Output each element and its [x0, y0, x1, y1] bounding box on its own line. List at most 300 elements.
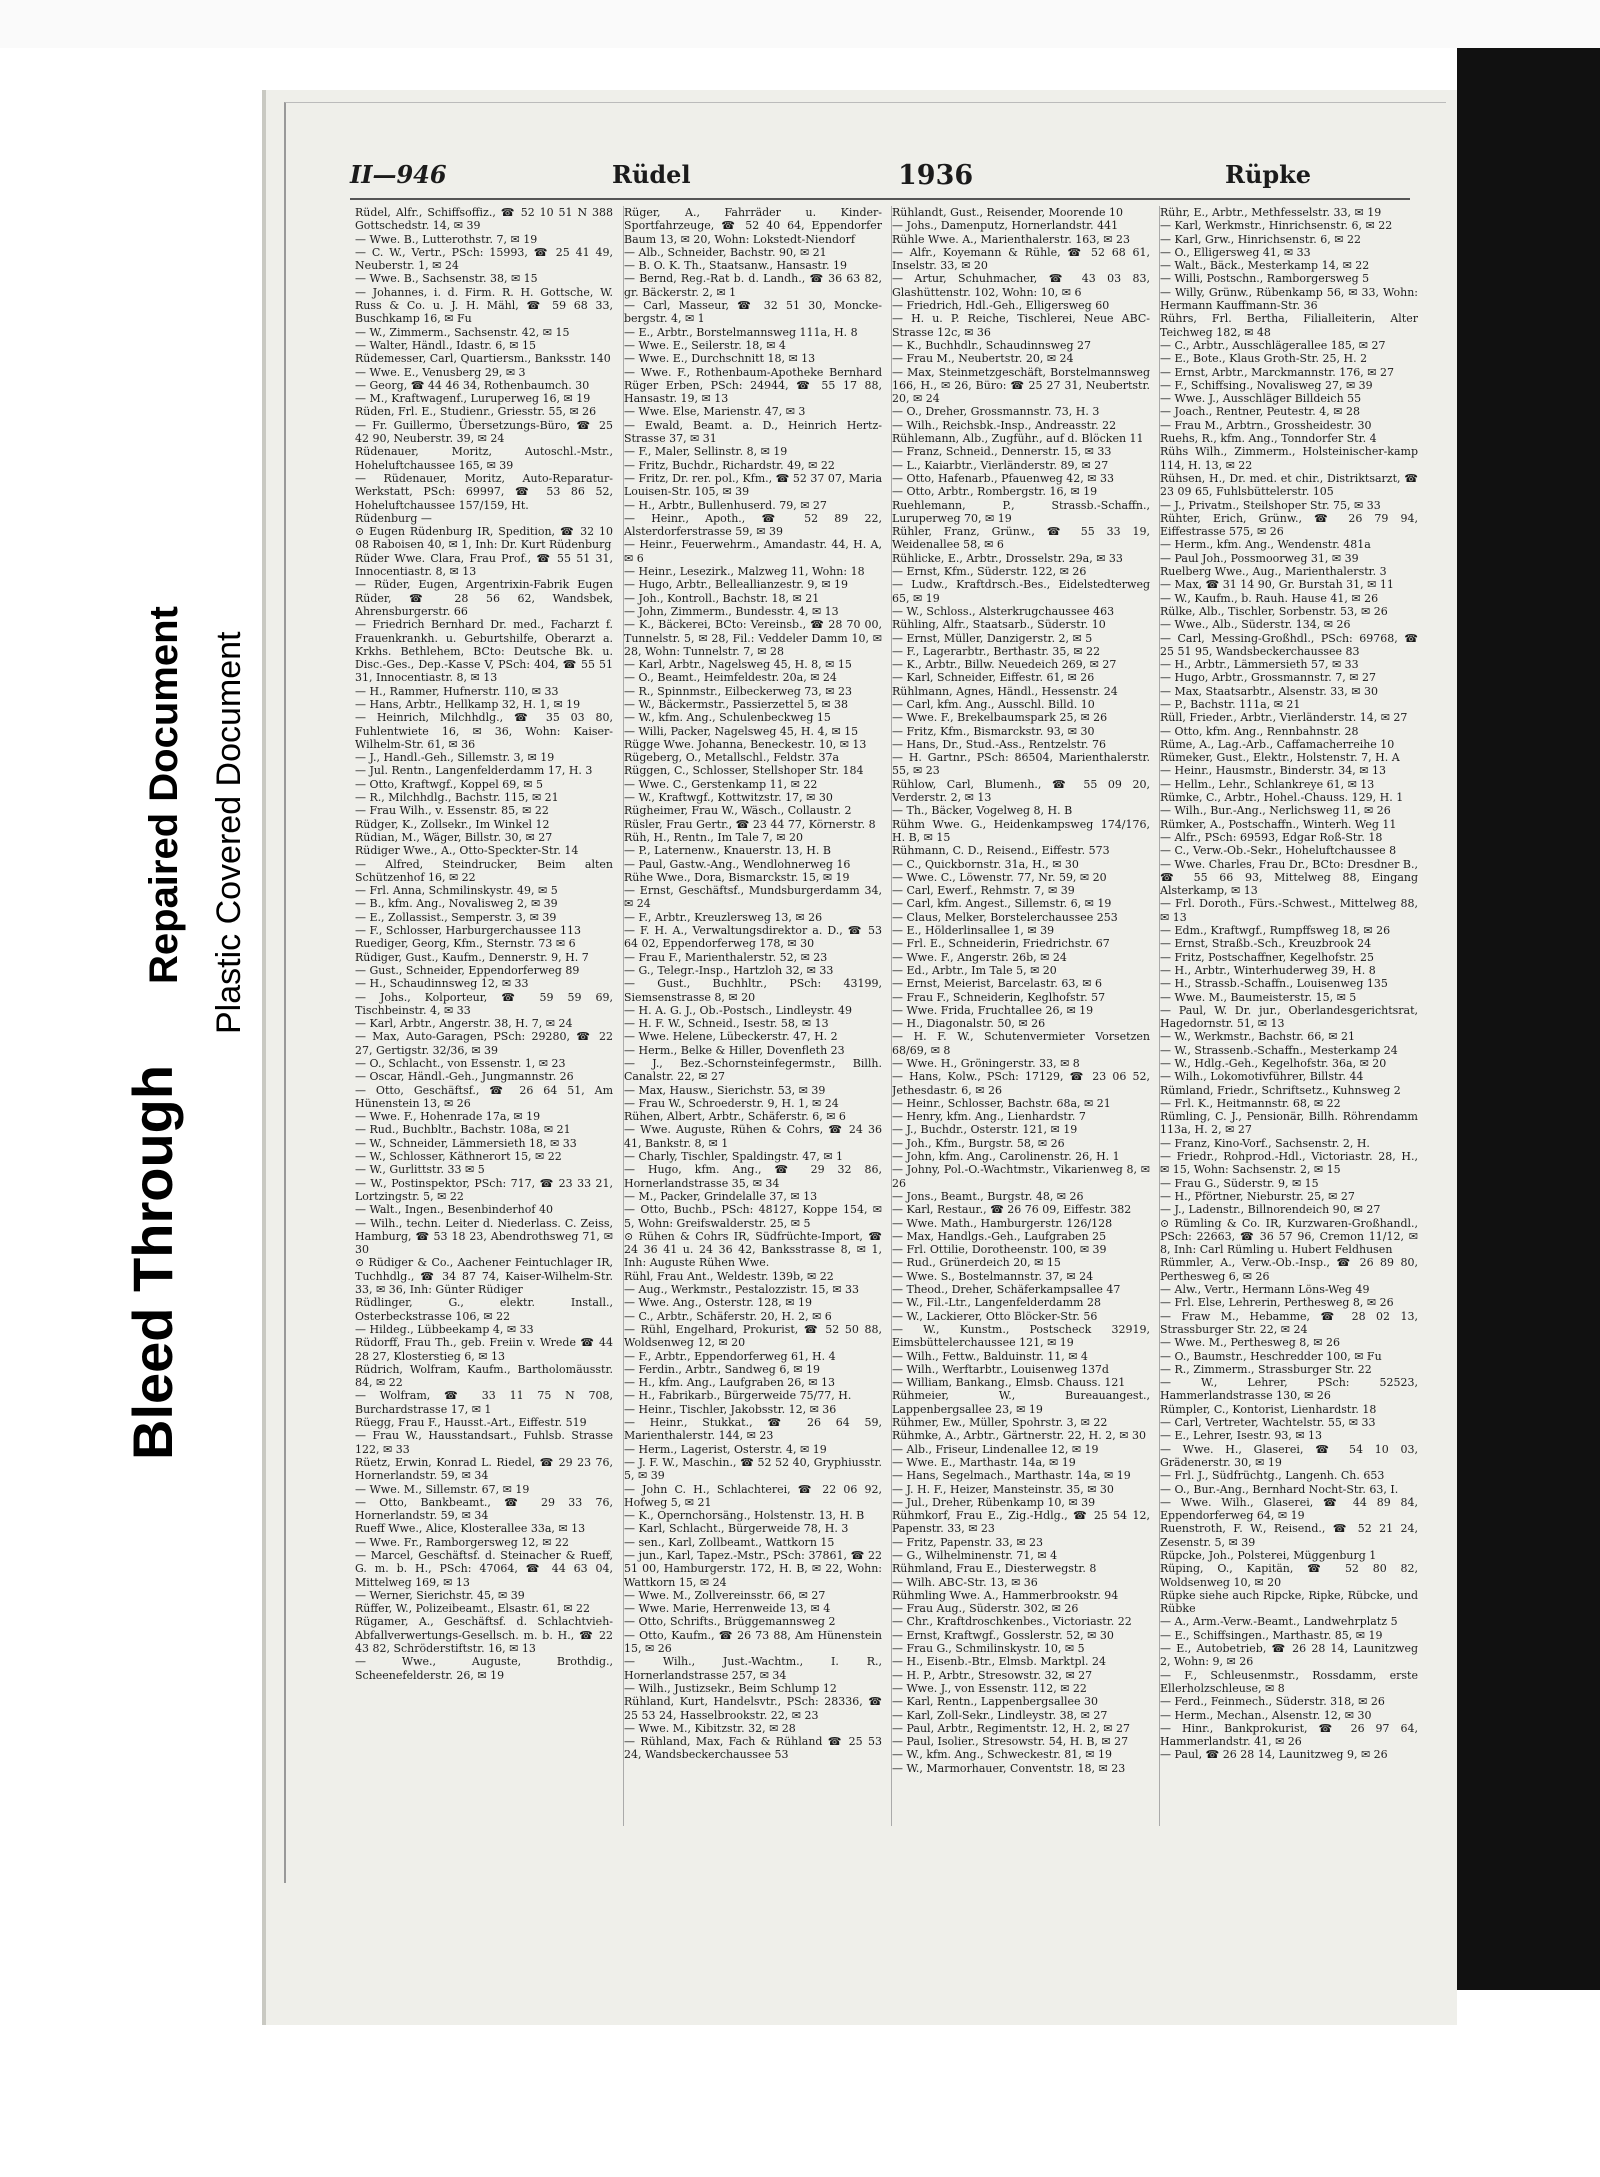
- directory-entry: Rühmkorf, Frau E., Zig.-Hdlg., ☎ 25 54 12, Papenstr. 33, ✉ 23: [892, 1509, 1150, 1536]
- directory-entry: — Joh., Kfm., Burgstr. 58, ✉ 26: [892, 1136, 1065, 1150]
- directory-entry: — Carl, Vertreter, Wachtelstr. 55, ✉ 33: [1160, 1416, 1376, 1430]
- directory-entry: — Wwe. Marie, Herrenweide 13, ✉ 4: [624, 1602, 831, 1616]
- directory-entry: — Wilh., Reichsbk.-Insp., Andreasstr. 22: [892, 418, 1117, 432]
- directory-entry: — Johny, Pol.-O.-Wachtmstr., Vikarienweg 8, ✉ 26: [892, 1163, 1150, 1190]
- directory-entry: Ruelberg Wwe., Aug., Marienthalerstr. 3: [1160, 565, 1387, 579]
- directory-entry: — Hans, Dr., Stud.-Ass., Rentzelstr. 76: [892, 737, 1106, 751]
- directory-entry: — Willi, Packer, Nagelsweg 45, H. 4, ✉ 15: [624, 724, 859, 738]
- directory-entry: — M., Kraftwagenf., Luruperweg 16, ✉ 19: [355, 392, 591, 406]
- directory-entry: — Wwe. Math., Hamburgerstr. 126/128: [892, 1216, 1113, 1230]
- directory-entry: — Paul, Isolier., Stresowstr. 54, H. B, ✉ 27: [892, 1735, 1129, 1749]
- directory-entry: — Rud., Grünerdeich 20, ✉ 15: [892, 1256, 1061, 1270]
- directory-entry: — H. F. W., Schutenvermieter Vorsetzen 68/69, ✉ 8: [892, 1030, 1150, 1057]
- directory-entry: — W., Kunstm., Postscheck 32919, Eimsbüttelerchaussee 121, ✉ 19: [892, 1322, 1150, 1350]
- directory-entry: — H., kfm. Ang., Laufgraben 26, ✉ 13: [624, 1376, 836, 1390]
- directory-entry: Rueff Wwe., Alice, Klosterallee 33a, ✉ 13: [355, 1522, 586, 1536]
- directory-entry: — John C. H., Schlachterei, ☎ 22 06 92, Hofweg 5, ✉ 21: [624, 1482, 882, 1509]
- directory-entry: — Karl, Grw., Hinrichsenstr. 6, ✉ 22: [1160, 232, 1361, 246]
- directory-entry: — H. F. W., Schneid., Isestr. 58, ✉ 13: [624, 1017, 829, 1031]
- directory-entry: Rüdel, Alfr., Schiffsoffiz., ☎ 52 10 51 N 388 Gottschedstr. 14, ✉ 39: [355, 206, 613, 233]
- directory-entry: — Ed., Arbtr., Im Tale 5, ✉ 20: [892, 963, 1057, 977]
- directory-entry: — Wwe. M., Baumeisterstr. 15, ✉ 5: [1160, 990, 1357, 1004]
- directory-entry: — Henry, kfm. Ang., Lienhardstr. 7: [892, 1110, 1086, 1124]
- directory-entry: — Wwe. J., Ausschläger Billdeich 55: [1160, 392, 1362, 406]
- directory-entry: — Karl, Rentn., Lappenbergsallee 30: [892, 1695, 1099, 1709]
- last-headword: Rüpke: [1225, 160, 1312, 189]
- directory-entry: — J., Handl.-Geh., Sillemstr. 3, ✉ 19: [355, 751, 555, 765]
- directory-entry: Rühmer, Ew., Müller, Spohrstr. 3, ✉ 22: [892, 1416, 1108, 1430]
- directory-entry: — Edm., Kraftwgf., Rumpffsweg 18, ✉ 26: [1160, 924, 1391, 938]
- directory-entry: — Claus, Melker, Borstelerchaussee 253: [892, 910, 1118, 924]
- directory-entry: — Herm., Lagerist, Osterstr. 4, ✉ 19: [624, 1442, 827, 1456]
- scan-top-margin: [0, 0, 1600, 48]
- directory-entry: Rümland, Friedr., Schriftsetz., Kuhnsweg 2: [1160, 1083, 1401, 1097]
- directory-entry: — Frau M., Arbtrn., Grossheidestr. 30: [1160, 418, 1372, 432]
- directory-entry: — W., kfm. Ang., Schulenbeckweg 15: [624, 711, 831, 725]
- column-1: [355, 206, 613, 1826]
- directory-entry: Rüdemesser, Carl, Quartiersm., Banksstr. 140: [355, 352, 611, 366]
- directory-entry: — H. A. G. J., Ob.-Postsch., Lindleystr. 49: [624, 1003, 853, 1017]
- directory-entry: Rüll, Frieder., Arbtr., Vierländerstr. 14, ✉ 27: [1160, 711, 1408, 725]
- directory-entry: — Wilh., Werftarbtr., Louisenweg 137d: [892, 1362, 1109, 1376]
- directory-entry: — Heinr., Tischler, Jakobsstr. 12, ✉ 36: [624, 1402, 837, 1416]
- directory-entry: — Wwe. E., Durchschnitt 18, ✉ 13: [624, 352, 816, 366]
- directory-entry: Rümke, C., Arbtr., Hohel.-Chauss. 129, H. 1: [1160, 791, 1404, 805]
- directory-entry: — Paul Joh., Possmoorweg 31, ✉ 39: [1160, 551, 1359, 565]
- directory-entry: — Ernst, Müller, Danzigerstr. 2, ✉ 5: [892, 631, 1093, 645]
- directory-entry: Rühle Wwe. A., Marienthalerstr. 163, ✉ 23: [892, 232, 1130, 246]
- directory-entry: Rühe Wwe., Dora, Bismarckstr. 15, ✉ 19: [624, 870, 850, 884]
- directory-entry: — P., Bachstr. 111a, ✉ 21: [1160, 697, 1301, 711]
- directory-entry: — Joach., Rentner, Peutestr. 4, ✉ 28: [1160, 405, 1360, 419]
- directory-entry: ⊙ Eugen Rüdenburg IR, Spedition, ☎ 32 10 08 Raboisen 40, ✉ 1, Inh: Dr. Kurt Rüdenburg: [355, 525, 613, 552]
- directory-entry: — F. H. A., Verwaltungsdirektor a. D., ☎ 53 64 02, Eppendorferweg 178, ✉ 30: [624, 924, 882, 951]
- directory-entry: — C. W., Vertr., PSch: 15993, ☎ 25 41 49, Neuberstr. 1, ✉ 24: [355, 245, 613, 273]
- directory-entry: Rüffer, W., Polizeibeamt., Elsastr. 61, ✉ 22: [355, 1602, 591, 1616]
- directory-entry: Rüger, A., Fahrräder u. Kinder-Sportfahrzeuge, ☎ 52 40 64, Eppendorfer Baum 13, ✉ 20, Wohn: Lokstedt-Niendorf: [624, 206, 882, 246]
- column-3: [891, 206, 1150, 1826]
- directory-entry: — Wilh., Fettw., Balduinstr. 11, ✉ 4: [892, 1349, 1088, 1363]
- directory-entry: — M., Packer, Grindelalle 37, ✉ 13: [624, 1189, 818, 1203]
- page-number: II—946: [350, 160, 447, 189]
- directory-entry: — Frau F., Marienthalerstr. 52, ✉ 23: [624, 950, 828, 964]
- directory-entry: — B. O. K. Th., Staatsanw., Hansastr. 19: [624, 259, 847, 273]
- directory-entry: — Paul, ☎ 26 28 14, Launitzweg 9, ✉ 26: [1160, 1748, 1388, 1762]
- directory-entry: Rümling, C. J., Pensionär, Billh. Röhrendamm 113a, H. 2, ✉ 27: [1160, 1110, 1418, 1137]
- directory-entry: — Hinr., Bankprokurist, ☎ 26 97 64, Hammerlandstr. 41, ✉ 26: [1160, 1721, 1418, 1749]
- directory-entry: — J. F. W., Maschin., ☎ 52 52 40, Gryphiusstr. 5, ✉ 39: [624, 1455, 882, 1483]
- directory-entry: — Gust., Schneider, Eppendorferweg 89: [355, 963, 580, 977]
- directory-entry: — Otto, Geschäftsf., ☎ 26 64 51, Am Hünenstein 13, ✉ 26: [355, 1083, 613, 1110]
- directory-entry: Rüdorff, Frau Th., geb. Freiin v. Wrede ☎ 44 28 27, Klosterstieg 6, ✉ 13: [355, 1336, 613, 1363]
- directory-entry: Rüdger, K., Zollsekr., Im Winkel 12: [355, 817, 550, 831]
- directory-entry: — Wwe. Frida, Fruchtallee 26, ✉ 19: [892, 1003, 1094, 1017]
- directory-entry: — W., kfm. Ang., Schweckestr. 81, ✉ 19: [892, 1748, 1112, 1762]
- directory-entry: — Rühl, Engelhard, Prokurist, ☎ 52 50 88, Woldsenweg 12, ✉ 20: [624, 1322, 882, 1350]
- directory-entry: — E., Zollassist., Semperstr. 3, ✉ 39: [355, 910, 557, 924]
- directory-entry: Rühr, E., Arbtr., Methfesselstr. 33, ✉ 19: [1160, 206, 1382, 219]
- directory-entry: — William, Bankang., Elmsb. Chauss. 121: [892, 1376, 1126, 1390]
- directory-entry: — Frl. Else, Lehrerin, Perthesweg 8, ✉ 26: [1160, 1296, 1394, 1310]
- directory-entry: Rühter, Erich, Grünw., ☎ 26 79 94, Eiffestrasse 575, ✉ 26: [1160, 511, 1418, 539]
- directory-entry: Rühlicke, E., Arbtr., Drosselstr. 29a, ✉ 33: [892, 551, 1123, 565]
- directory-entry: Rüpcke, Joh., Polsterei, Müggenburg 1: [1160, 1548, 1377, 1562]
- directory-entry: — Jul., Dreher, Rübenkamp 10, ✉ 39: [892, 1495, 1096, 1509]
- directory-entry: — Fraw M., Hebamme, ☎ 28 02 13, Strassburger Str. 22, ✉ 24: [1160, 1309, 1418, 1336]
- directory-entry: — Friedr., Rohprod.-Hdl., Victoriastr. 28, H., ✉ 15, Wohn: Sachsenstr. 2, ✉ 15: [1160, 1150, 1418, 1177]
- directory-entry: — Heinr., Hausmstr., Binderstr. 34, ✉ 13: [1160, 764, 1386, 778]
- directory-entry: Rümpler, C., Kontorist, Lienhardstr. 18: [1160, 1402, 1377, 1416]
- directory-entry: — Karl, Arbtr., Angerstr. 38, H. 7, ✉ 24: [355, 1017, 573, 1031]
- directory-entry: — H. u. P. Reiche, Tischlerei, Neue ABC-Strasse 12c, ✉ 36: [892, 312, 1150, 339]
- directory-entry: — Heinr., Apoth., ☎ 52 89 22, Alsterdorferstrasse 59, ✉ 39: [624, 511, 882, 539]
- directory-entry: — Joh., Kontroll., Bachstr. 18, ✉ 21: [624, 591, 820, 605]
- directory-entry: — J. H. F., Heizer, Mansteinstr. 35, ✉ 30: [892, 1482, 1114, 1496]
- directory-entry: Rühmling Wwe. A., Hammerbrookstr. 94: [892, 1588, 1119, 1602]
- directory-entry: — Willi, Postschn., Ramborgersweg 5: [1160, 272, 1370, 286]
- directory-entry: Ruediger, Georg, Kfm., Sternstr. 73 ✉ 6: [355, 937, 576, 951]
- column-4: [1159, 206, 1418, 1826]
- directory-entry: — C., Arbtr., Ausschlägerallee 185, ✉ 27: [1160, 338, 1386, 352]
- directory-entry: Rügge Wwe. Johanna, Beneckestr. 10, ✉ 13: [624, 737, 867, 751]
- directory-entry: — Ferd., Feinmech., Süderstr. 318, ✉ 26: [1160, 1695, 1385, 1709]
- directory-entry: — Johannes, i. d. Firm. R. H. Gottsche, W. Russ & Co. u. J. H. Mähl, ☎ 59 68 33, Buschkamp 16, ✉ Fu: [355, 285, 613, 326]
- directory-entry: — Ernst, Meierist, Barcelastr. 63, ✉ 6: [892, 977, 1103, 991]
- directory-entry: Rühland, Kurt, Handelsvtr., PSch: 28336, ☎ 25 53 24, Hasselbrookstr. 22, ✉ 23: [624, 1695, 882, 1722]
- directory-entry: — Ernst, Kfm., Süderstr. 122, ✉ 26: [892, 565, 1087, 579]
- directory-entry: — Werner, Sierichstr. 45, ✉ 39: [355, 1588, 525, 1602]
- directory-entry: — E., Autobetrieb, ☎ 26 28 14, Launitzweg 2, Wohn: 9, ✉ 26: [1160, 1642, 1418, 1669]
- directory-entry: — O., Schlacht., von Essenstr. 1, ✉ 23: [355, 1057, 566, 1070]
- directory-entry: Rüh, H., Rentn., Im Tale 7, ✉ 20: [624, 830, 803, 844]
- directory-entry: — K., Buchhdlr., Schaudinnsweg 27: [892, 338, 1092, 352]
- directory-entry: — Carl, kfm. Angest., Sillemstr. 6, ✉ 19: [892, 897, 1112, 911]
- directory-entry: — F., Schlosser, Harburgerchaussee 113: [355, 924, 581, 938]
- directory-entry: Ruenstroth, F. W., Reisend., ☎ 52 21 24, Zesenstr. 5, ✉ 39: [1160, 1522, 1418, 1549]
- directory-entry: — Paul, W. Dr. jur., Oberlandesgerichtsrat, Hagedornstr. 51, ✉ 13: [1160, 1003, 1418, 1031]
- directory-entry: Ruehlemann, P., Strassb.-Schaffn., Luruperweg 70, ✉ 19: [892, 498, 1150, 525]
- directory-entry: — H., Arbtr., Lämmersieth 57, ✉ 33: [1160, 658, 1359, 672]
- directory-entry: — Heinr., Lesezirk., Malzweg 11, Wohn: 18: [624, 565, 865, 579]
- directory-entry: — E., Arbtr., Borstelmannsweg 111a, H. 8: [624, 325, 858, 339]
- directory-entry: — Wilh., Lokomotivführer, Billstr. 44: [1160, 1070, 1364, 1084]
- directory-entry: — Karl, Werkmstr., Hinrichsenstr. 6, ✉ 22: [1160, 219, 1393, 233]
- directory-entry: — Aug., Werkmstr., Pestalozzistr. 15, ✉ 33: [624, 1283, 860, 1297]
- directory-entry: Rühmland, Frau E., Diesterwegstr. 8: [892, 1562, 1097, 1576]
- directory-entry: — Bernd, Reg.-Rat b. d. Landh., ☎ 36 63 82, gr. Bäckerstr. 2, ✉ 1: [624, 272, 882, 299]
- directory-entry: — Georg, ☎ 44 46 34, Rothenbaumch. 30: [355, 378, 590, 392]
- directory-entry: — C., Verw.-Ob.-Sekr., Hoheluftchaussee 8: [1160, 844, 1397, 858]
- directory-year: 1936: [898, 160, 974, 191]
- directory-entry: Rüegg, Frau F., Hausst.-Art., Eiffestr. 519: [355, 1416, 587, 1430]
- directory-entry: — W., Schloss., Alsterkrugchaussee 463: [892, 604, 1115, 618]
- directory-entry: Rüdrich, Wolfram, Kaufm., Bartholomäusstr. 84, ✉ 22: [355, 1362, 613, 1390]
- directory-entry: Rüden, Frl. E., Studienr., Griesstr. 55, ✉ 26: [355, 405, 597, 419]
- column-2: [623, 206, 882, 1826]
- directory-entry: — Herm., Mechan., Alsenstr. 12, ✉ 30: [1160, 1708, 1372, 1722]
- directory-entry: — Frau M., Neubertstr. 20, ✉ 24: [892, 352, 1074, 366]
- directory-entry: — Friedrich, Hdl.-Geh., Elligersweg 60: [892, 299, 1110, 313]
- directory-entry: — K., Arbtr., Billw. Neuedeich 269, ✉ 27: [892, 658, 1117, 672]
- directory-entry: Rühlmann, Agnes, Händl., Hessenstr. 24: [892, 684, 1118, 698]
- directory-entry: — Hugo, Arbtr., Belleallianzestr. 9, ✉ 19: [624, 578, 849, 592]
- directory-entry: — W., Zimmerm., Sachsenstr. 42, ✉ 15: [355, 325, 570, 339]
- directory-entry: Rüdenauer, Moritz, Autoschl.-Mstr., Hoheluftchaussee 165, ✉ 39: [355, 445, 613, 472]
- directory-entry: Rühling, Alfr., Staatsarb., Süderstr. 10: [892, 618, 1106, 632]
- directory-entry: — Chr., Kraftdroschkenbes., Victoriastr. 22: [892, 1615, 1132, 1629]
- directory-entry: — Walter, Händl., Idastr. 6, ✉ 15: [355, 338, 536, 352]
- directory-entry: Rüggen, C., Schlosser, Stellshoper Str. 184: [624, 764, 864, 778]
- directory-entry: — Frl. Anna, Schmilinskystr. 49, ✉ 5: [355, 884, 558, 898]
- directory-entry: — Fritz, Kfm., Bismarckstr. 93, ✉ 30: [892, 724, 1095, 738]
- directory-entry: — Carl, kfm. Ang., Ausschl. Billd. 10: [892, 697, 1095, 711]
- directory-entry: — Fritz, Postschaffner, Kegelhofstr. 25: [1160, 950, 1375, 964]
- plastic-covered-label: Plastic Covered Document: [210, 631, 248, 1034]
- directory-entry: — H., Eisenb.-Btr., Elmsb. Marktpl. 24: [892, 1655, 1107, 1669]
- directory-entry: — Charly, Tischler, Spaldingstr. 47, ✉ 1: [624, 1150, 844, 1164]
- directory-entry: — sen., Karl, Zollbeamt., Wattkorn 15: [624, 1535, 835, 1549]
- directory-entry: — Max, Handlgs.-Geh., Laufgraben 25: [892, 1229, 1107, 1243]
- directory-entry: — Ernst, Geschäftsf., Mundsburgerdamm 34, ✉ 24: [624, 884, 882, 911]
- directory-entry: — Frl. J., Südfrüchtg., Langenh. Ch. 653: [1160, 1469, 1385, 1483]
- directory-entry: Rühen, Albert, Arbtr., Schäferstr. 6, ✉ 6: [624, 1110, 846, 1124]
- directory-entry: — Wwe. H., Gröningerstr. 33, ✉ 8: [892, 1057, 1080, 1070]
- directory-entry: — Frau F., Schneiderin, Keglhofstr. 57: [892, 990, 1106, 1004]
- directory-entry: — Walt., Ingen., Besenbinderhof 40: [355, 1203, 553, 1217]
- directory-entry: — Franz, Kino-Vorf., Sachsenstr. 2, H.: [1160, 1136, 1370, 1150]
- directory-entry: — R., Spinnmstr., Eilbeckerweg 73, ✉ 23: [624, 684, 852, 698]
- directory-entry: Rüdenburg —: [355, 511, 432, 525]
- directory-entry: — Karl, Zoll-Sekr., Lindleystr. 38, ✉ 27: [892, 1708, 1108, 1722]
- directory-entry: — H., Arbtr., Winterhuderweg 39, H. 8: [1160, 963, 1376, 977]
- directory-entry: — Wwe. M., Kibitzstr. 32, ✉ 28: [624, 1721, 796, 1735]
- directory-entry: — Karl, Schlacht., Bürgerweide 78, H. 3: [624, 1522, 849, 1536]
- directory-entry: — jun., Karl, Tapez.-Mstr., PSch: 37861, ☎ 22 51 00, Hamburgerstr. 172, H. B, ✉ 22, Wohn: Wattkorn 15, ✉ 24: [624, 1548, 882, 1589]
- directory-entry: — Rüdenauer, Moritz, Auto-Reparatur-Werkstatt, PSch: 69997, ☎ 53 86 52, Hoheluftchaussee 157/159, Ht.: [355, 471, 613, 512]
- directory-entry: — John, Zimmerm., Bundesstr. 4, ✉ 13: [624, 604, 839, 618]
- directory-entry: — Paul, Gastw.-Ang., Wendlohnerweg 16: [624, 857, 851, 871]
- repaired-document-label: Repaired Document: [142, 606, 186, 984]
- directory-entry: — Max, Auto-Garagen, PSch: 29280, ☎ 22 27, Gertigstr. 32/36, ✉ 39: [355, 1030, 613, 1057]
- directory-entry: — J., Bez.-Schornsteinfegermstr., Billh. Canalstr. 22, ✉ 27: [624, 1057, 882, 1084]
- directory-entry: — Carl, Ewerf., Rehmstr. 7, ✉ 39: [892, 884, 1075, 898]
- directory-entry: — Herm., Belke & Hiller, Dovenfleth 23: [624, 1043, 845, 1057]
- directory-entry: — C., Arbtr., Schäferstr. 20, H. 2, ✉ 6: [624, 1309, 832, 1323]
- directory-entry: Rühler, Franz, Grünw., ☎ 55 33 19, Weidenallee 58, ✉ 6: [892, 525, 1150, 552]
- directory-entry: — Alfr., Koyemann & Rühle, ☎ 52 68 61, Inselstr. 33, ✉ 20: [892, 245, 1150, 273]
- directory-entry: — O., Beamt., Heimfeldestr. 20a, ✉ 24: [624, 671, 837, 685]
- directory-entry: — W., Kraftwgf., Kottwitzstr. 17, ✉ 30: [624, 791, 833, 805]
- directory-entry: — Otto, Arbtr., Rombergstr. 16, ✉ 19: [892, 485, 1098, 499]
- directory-entry: Rühsen, H., Dr. med. et chir., Distriktsarzt, ☎ 23 09 65, Fuhlsbüttelerstr. 105: [1160, 471, 1418, 499]
- directory-entry: — W., Strassenb.-Schaffn., Mesterkamp 24: [1160, 1043, 1398, 1057]
- directory-entry: — Alb., Schneider, Bachstr. 90, ✉ 21: [624, 245, 827, 259]
- directory-entry: — Wwe. B., Lutterothstr. 7, ✉ 19: [355, 232, 538, 246]
- directory-entry: ⊙ Rühen & Cohrs IR, Südfrüchte-Import, ☎ 24 36 41 u. 24 36 42, Banksstrasse 8, ✉ 1, Inh: Auguste Rühen Wwe.: [624, 1229, 882, 1270]
- directory-entry: — P., Laternenw., Knauerstr. 13, H. B: [624, 844, 831, 858]
- directory-entry: — Carl, Masseur, ☎ 32 51 30, Moncke-bergstr. 4, ✉ 1: [624, 299, 882, 326]
- directory-entry: — O., Dreher, Grossmannstr. 73, H. 3: [892, 405, 1100, 419]
- directory-entry: — Max, Steinmetzgeschäft, Borstelmannsweg 166, H., ✉ 26, Büro: ☎ 25 27 31, Neubertstr. 20, ✉ 24: [892, 365, 1150, 406]
- directory-entry: Ruehs, R., kfm. Ang., Tonndorfer Str. 4: [1160, 432, 1377, 446]
- directory-entry: — Wwe. S., Bostelmannstr. 37, ✉ 24: [892, 1269, 1094, 1283]
- directory-entry: — Rud., Buchbltr., Bachstr. 108a, ✉ 21: [355, 1123, 571, 1137]
- directory-entry: — John, kfm. Ang., Carolinenstr. 26, H. 1: [892, 1150, 1120, 1164]
- directory-entry: — Heinr., Stukkat., ☎ 26 64 59, Marienthalerstr. 144, ✉ 23: [624, 1416, 882, 1443]
- page-header: [350, 160, 1410, 200]
- directory-entry: Rüsler, Frau Gertr., ☎ 23 44 77, Körnerstr. 8: [624, 817, 876, 831]
- directory-entry: — Wwe. F., Angerstr. 26b, ✉ 24: [892, 950, 1067, 964]
- directory-entry: — L., Kaiarbtr., Vierländerstr. 89, ✉ 27: [892, 458, 1109, 472]
- directory-entry: — Alfr., PSch: 69593, Edgar Roß-Str. 18: [1160, 830, 1383, 844]
- directory-entry: Rühs Wilh., Zimmerm., Holsteinischer-kamp 114, H. 13, ✉ 22: [1160, 445, 1418, 472]
- directory-entry: — Wwe. F., Brekelbaumspark 25, ✉ 26: [892, 711, 1108, 725]
- directory-entry: — Wwe., Auguste, Brothdig., Scheenefelderstr. 26, ✉ 19: [355, 1655, 613, 1682]
- directory-entry: — Wwe. Else, Marienstr. 47, ✉ 3: [624, 405, 806, 419]
- directory-entry: — Wwe. Ang., Osterstr. 128, ✉ 19: [624, 1296, 812, 1310]
- directory-entry: Rügeberg, O., Metallschl., Feldstr. 37a: [624, 751, 840, 765]
- directory-entry: — F., Lagerarbtr., Berthastr. 35, ✉ 22: [892, 644, 1101, 658]
- directory-entry: — Otto, kfm. Ang., Rennbahnstr. 28: [1160, 724, 1359, 738]
- directory-entry: — W., Schlosser, Käthnerort 15, ✉ 22: [355, 1150, 562, 1164]
- directory-entry: — Wilh., techn. Leiter d. Niederlass. C. Zeiss, Hamburg, ☎ 53 18 23, Abendrothsweg 71, ✉ 30: [355, 1216, 613, 1257]
- directory-entry: — W., Marmorhauer, Conventstr. 18, ✉ 23: [892, 1761, 1126, 1775]
- directory-entry: Rührs, Frl. Bertha, Filialleiterin, Alter Teichweg 182, ✉ 48: [1160, 312, 1418, 339]
- directory-entry: — Wolfram, ☎ 33 11 75 N 708, Burchardstrasse 17, ✉ 1: [355, 1389, 613, 1416]
- directory-entry: — Marcel, Geschäftsf. d. Steinacher & Rueff, G. m. b. H., PSch: 47064, ☎ 44 63 04, Mittelweg 169, ✉ 13: [355, 1548, 613, 1589]
- directory-entry: — Frau G., Süderstr. 9, ✉ 15: [1160, 1176, 1319, 1190]
- directory-entry: — G., Telegr.-Insp., Hartzloh 32, ✉ 33: [624, 963, 834, 977]
- directory-entry: — H., Strassb.-Schaffn., Louisenweg 135: [1160, 977, 1388, 991]
- directory-entry: — Frau W., Schroederstr. 9, H. 1, ✉ 24: [624, 1096, 839, 1110]
- directory-entry: Rühmann, C. D., Reisend., Eiffestr. 573: [892, 844, 1110, 858]
- bleed-through-label: Bleed Through: [121, 1064, 184, 1460]
- directory-entry: — W., Lackierer, Otto Blöcker-Str. 56: [892, 1309, 1098, 1323]
- directory-entry: — Hugo, kfm. Ang., ☎ 29 32 86, Hornerlandstrasse 35, ✉ 34: [624, 1163, 882, 1190]
- directory-entry: — H., Rammer, Hufnerstr. 110, ✉ 33: [355, 684, 559, 698]
- directory-entry: — Th., Bäcker, Vogelweg 8, H. B: [892, 804, 1073, 818]
- directory-entry: Rühlandt, Gust., Reisender, Moorende 10: [892, 206, 1124, 219]
- directory-entry: — Herm., kfm. Ang., Wendenstr. 481a: [1160, 538, 1371, 552]
- directory-entry: — Wwe., Alb., Süderstr. 134, ✉ 26: [1160, 618, 1351, 632]
- directory-entry: — Max, ☎ 31 14 90, Gr. Burstah 31, ✉ 11: [1160, 578, 1394, 592]
- directory-entry: — Wwe. C., Gerstenkamp 11, ✉ 22: [624, 777, 818, 791]
- directory-entry: — E., Schiffsingen., Marthastr. 85, ✉ 19: [1160, 1628, 1383, 1642]
- directory-entry: — Alfred, Steindrucker, Beim alten Schützenhof 16, ✉ 22: [355, 857, 613, 884]
- directory-entry: Rühl, Frau Ant., Weldestr. 139b, ✉ 22: [624, 1269, 834, 1283]
- directory-entry: — Hans, Arbtr., Hellkamp 32, H. 1, ✉ 19: [355, 697, 581, 711]
- directory-entry: — O., Baumstr., Heschredder 100, ✉ Fu: [1160, 1349, 1382, 1363]
- directory-entry: — H. P., Arbtr., Stresowstr. 32, ✉ 27: [892, 1668, 1093, 1682]
- directory-entry: — H., Diagonalstr. 50, ✉ 26: [892, 1017, 1046, 1031]
- directory-entry: — Alb., Friseur, Lindenallee 12, ✉ 19: [892, 1442, 1099, 1456]
- directory-entry: — Karl, Schneider, Eiffestr. 61, ✉ 26: [892, 671, 1095, 685]
- directory-entry: — W., Fil.-Ltr., Langenfelderdamm 28: [892, 1296, 1101, 1310]
- directory-entry: — Frl. E., Schneiderin, Friedrichstr. 67: [892, 937, 1110, 951]
- directory-entry: — W., Bäckermstr., Passierzettel 5, ✉ 38: [624, 697, 849, 711]
- directory-entry: — Hellm., Lehr., Schlankreye 61, ✉ 13: [1160, 777, 1375, 791]
- first-headword: Rüdel: [612, 160, 691, 189]
- header-rule: [350, 198, 1410, 200]
- directory-entry: — W., Gurlittstr. 33 ✉ 5: [355, 1163, 485, 1177]
- directory-entry: — H., Arbtr., Bullenhuserd. 79, ✉ 27: [624, 498, 827, 512]
- directory-entry: — H., Schaudinnsweg 12, ✉ 33: [355, 977, 529, 991]
- directory-entry: — Hans, Segelmach., Marthastr. 14a, ✉ 19: [892, 1469, 1131, 1483]
- directory-entry: — Hildeg., Lübbeekamp 4, ✉ 33: [355, 1322, 534, 1336]
- directory-entry: — Jul. Rentn., Langenfelderdamm 17, H. 3: [355, 764, 593, 778]
- directory-entry: — A., Arm.-Verw.-Beamt., Landwehrplatz 5: [1160, 1615, 1398, 1629]
- directory-entry: — Frl. Doroth., Fürs.-Schwest., Mittelweg 88, ✉ 13: [1160, 897, 1418, 924]
- directory-entry: — Wwe. Auguste, Rühen & Cohrs, ☎ 24 36 41, Bankstr. 8, ✉ 1: [624, 1123, 882, 1150]
- directory-entry: — Wwe. M., Sillemstr. 67, ✉ 19: [355, 1482, 530, 1496]
- directory-entry: — Ewald, Beamt. a. D., Heinrich Hertz-Strasse 37, ✉ 31: [624, 418, 882, 446]
- directory-entry: — Max, Staatsarbtr., Alsenstr. 33, ✉ 30: [1160, 684, 1378, 698]
- directory-entry: — Willy, Grünw., Rübenkamp 56, ✉ 33, Wohn: Hermann Kauffmann-Str. 36: [1160, 285, 1418, 313]
- directory-entry: — Otto, Kraftwgf., Koppel 69, ✉ 5: [355, 777, 543, 791]
- directory-entry: — Wwe. F., Hohenrade 17a, ✉ 19: [355, 1110, 541, 1124]
- directory-entry: Rühmke, A., Arbtr., Gärtnerstr. 22, H. 2, ✉ 30: [892, 1429, 1146, 1443]
- directory-entry: — Artur, Schuhmacher, ☎ 43 03 83, Glashüttenstr. 102, Wohn: 10, ✉ 6: [892, 272, 1150, 299]
- directory-entry: Rüder Wwe. Clara, Frau Prof., ☎ 55 51 31, Innocentiastr. 8, ✉ 13: [355, 551, 613, 579]
- directory-entry: — Heinr., Feuerwehrm., Amandastr. 44, H. A, ✉ 6: [624, 538, 882, 565]
- directory-entry: — Walt., Bäck., Mesterkamp 14, ✉ 22: [1160, 259, 1370, 273]
- directory-entry: — Wwe. M., Perthesweg 8, ✉ 26: [1160, 1336, 1340, 1350]
- directory-entry: — Wilh., Bur.-Ang., Nerlichsweg 11, ✉ 26: [1160, 804, 1391, 818]
- directory-entry: — Jons., Beamt., Burgstr. 48, ✉ 26: [892, 1189, 1084, 1203]
- directory-entry: Rümker, A., Postschaffn., Winterh. Weg 11: [1160, 817, 1397, 831]
- scanner-edge: [1457, 48, 1600, 1990]
- directory-entry: Rügamer, A., Geschäftsf. d. Schlachtvieh-Abfallverwertungs-Gesellsch. m. b. H., ☎ 22 43 82, Schröderstiftstr. 16, ✉ 13: [355, 1615, 613, 1656]
- directory-entry: — Wwe. J., von Essenstr. 112, ✉ 22: [892, 1681, 1087, 1695]
- directory-entry: — Ferdin., Arbtr., Sandweg 6, ✉ 19: [624, 1362, 821, 1376]
- directory-entry: — J., Ladenstr., Billnorendeich 90, ✉ 27: [1160, 1203, 1381, 1217]
- directory-entry: Rüping, O., Kapitän, ☎ 52 80 82, Woldsenweg 10, ✉ 20: [1160, 1562, 1418, 1589]
- directory-entry: ⊙ Rümling & Co. IR, Kurzwaren-Großhandl., PSch: 22663, ☎ 36 57 96, Cremon 11/12, ✉ 8, Inh: Carl Rümling u. Hubert Feldhusen: [1160, 1216, 1418, 1257]
- directory-entry: — Ernst, Arbtr., Marckmannstr. 176, ✉ 27: [1160, 365, 1395, 379]
- directory-entry: Rülke, Alb., Tischler, Sorbenstr. 53, ✉ 26: [1160, 604, 1388, 618]
- directory-entry: — Wwe. Fr., Ramborgersweg 12, ✉ 22: [355, 1535, 569, 1549]
- directory-entry: Rühm Wwe. G., Heidenkampsweg 174/176, H. B, ✉ 15: [892, 817, 1150, 844]
- directory-entry: — Heinrich, Milchhdlg., ☎ 35 03 80, Fuhlentwiete 16, ✉ 36, Wohn: Kaiser-Wilhelm-Str. 61, ✉ 36: [355, 711, 613, 751]
- directory-entry: — R., Milchhdlg., Bachstr. 115, ✉ 21: [355, 791, 559, 805]
- directory-entry: — F., Arbtr., Kreuzlersweg 13, ✉ 26: [624, 910, 823, 924]
- directory-entry: Rümeker, Gust., Elektr., Holstenstr. 7, H. A: [1160, 751, 1400, 765]
- directory-entry: — Wwe. B., Sachsenstr. 38, ✉ 15: [355, 272, 538, 286]
- directory-entry: — Wilh., Justizsekr., Beim Schlump 12: [624, 1681, 837, 1695]
- directory-entry: Rüdiger, Gust., Kaufm., Dennerstr. 9, H. 7: [355, 950, 589, 964]
- directory-entry: — F., Maler, Sellinstr. 8, ✉ 19: [624, 445, 788, 459]
- directory-entry: — Fritz, Papenstr. 33, ✉ 23: [892, 1535, 1044, 1549]
- directory-entry: — Max, Hausw., Sierichstr. 53, ✉ 39: [624, 1083, 826, 1097]
- directory-entry: — Hugo, Arbtr., Grossmannstr. 7, ✉ 27: [1160, 671, 1376, 685]
- directory-entry: — Karl, Arbtr., Nagelsweg 45, H. 8, ✉ 15: [624, 658, 852, 672]
- directory-entry: — E., Bote., Klaus Groth-Str. 25, H. 2: [1160, 352, 1368, 366]
- directory-entry: — O., Elligersweg 41, ✉ 33: [1160, 245, 1311, 259]
- directory-entry: — Wwe. F., Rothenbaum-Apotheke Bernhard Rüger Erben, PSch: 24944, ☎ 55 17 88, Hansastr. 19, ✉ 13: [624, 365, 882, 406]
- directory-entry: — J., Privatm., Steilshoper Str. 75, ✉ 33: [1160, 498, 1381, 512]
- directory-entry: — Frau Aug., Süderstr. 302, ✉ 26: [892, 1602, 1079, 1616]
- directory-entry: Rümmler, A., Verw.-Ob.-Insp., ☎ 26 89 80, Perthesweg 6, ✉ 26: [1160, 1256, 1418, 1283]
- directory-entry: — Frau W., Hausstandsart., Fuhlsb. Strasse 122, ✉ 33: [355, 1429, 613, 1456]
- directory-entry: — Hans, Kolw., PSch: 17129, ☎ 23 06 52, Jethesdastr. 6, ✉ 26: [892, 1070, 1150, 1097]
- directory-entry: Rüpke siehe auch Ripcke, Ripke, Rübcke, und Rübke: [1160, 1588, 1418, 1616]
- directory-entry: — Heinr., Schlosser, Bachstr. 68a, ✉ 21: [892, 1096, 1111, 1110]
- directory-entry: — Fritz, Dr. rer. pol., Kfm., ☎ 52 37 07, Maria Louisen-Str. 105, ✉ 39: [624, 471, 882, 499]
- directory-entry: — C., Quickbornstr. 31a, H., ✉ 30: [892, 857, 1079, 871]
- directory-entry: Rühlemann, Alb., Zugführ., auf d. Blöcken 11: [892, 432, 1144, 446]
- directory-entry: — Otto, Buchb., PSch: 48127, Koppe 154, ✉ 5, Wohn: Greifswalderstr. 25, ✉ 5: [624, 1203, 882, 1230]
- directory-entry: — G., Wilhelminenstr. 71, ✉ 4: [892, 1548, 1058, 1562]
